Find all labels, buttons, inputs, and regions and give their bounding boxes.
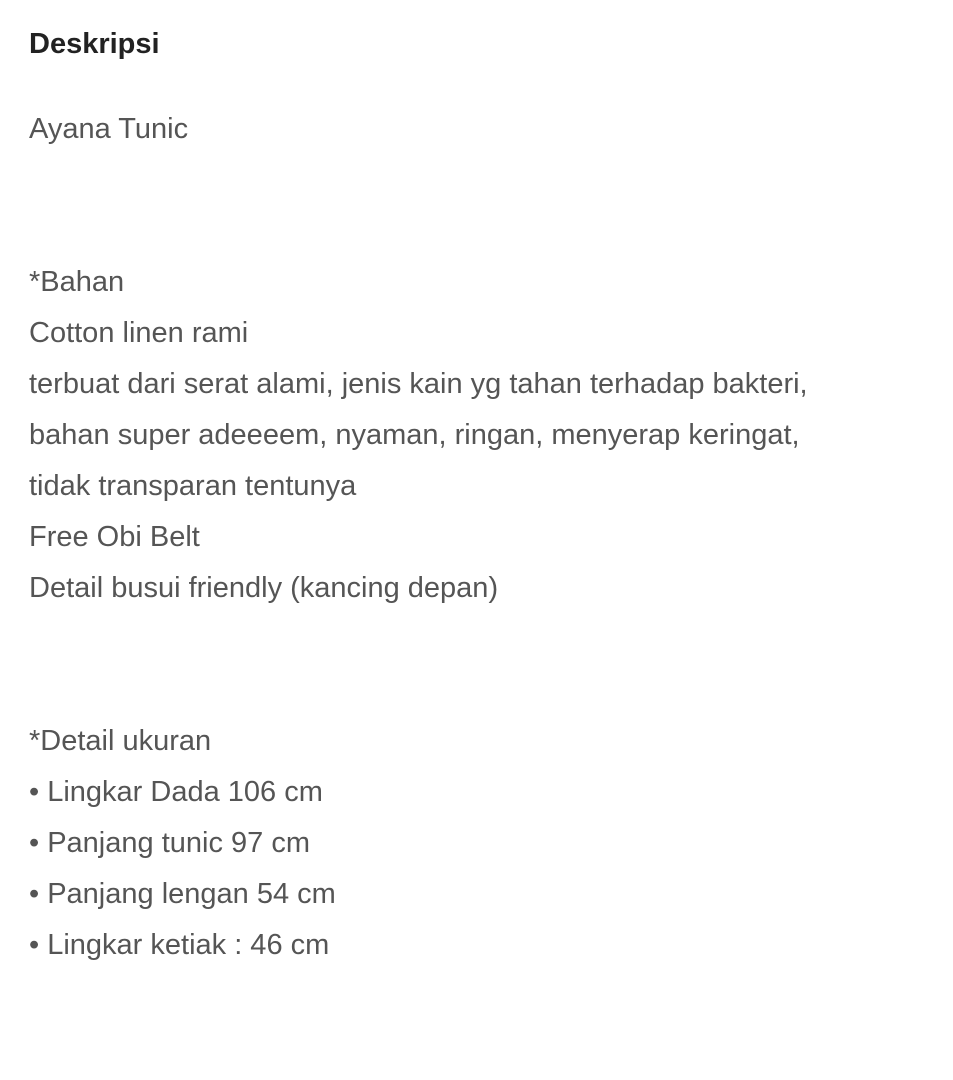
material-line: Free Obi Belt: [29, 521, 200, 553]
section-title: Deskripsi: [29, 28, 160, 60]
material-line: Detail busui friendly (kancing depan): [29, 572, 499, 604]
blank-line: [29, 206, 924, 257]
blank-line: [29, 614, 924, 665]
material-line: Cotton linen rami: [29, 317, 249, 349]
size-heading: *Detail ukuran: [29, 725, 212, 757]
product-name: Ayana Tunic: [29, 113, 189, 145]
description-body: [29, 104, 924, 971]
material-heading: *Bahan: [29, 266, 125, 298]
blank-line: [29, 155, 924, 206]
size-line: • Lingkar Dada 106 cm: [29, 776, 323, 808]
size-line: • Panjang tunic 97 cm: [29, 827, 310, 859]
blank-line: [29, 665, 924, 716]
material-line: bahan super adeeeem, nyaman, ringan, menyerap keringat,: [29, 419, 800, 451]
size-line: • Panjang lengan 54 cm: [29, 878, 336, 910]
material-line: terbuat dari serat alami, jenis kain yg tahan terhadap bakteri,: [29, 368, 808, 400]
material-line: tidak transparan tentunya: [29, 470, 357, 502]
size-line: • Lingkar ketiak : 46 cm: [29, 929, 330, 961]
